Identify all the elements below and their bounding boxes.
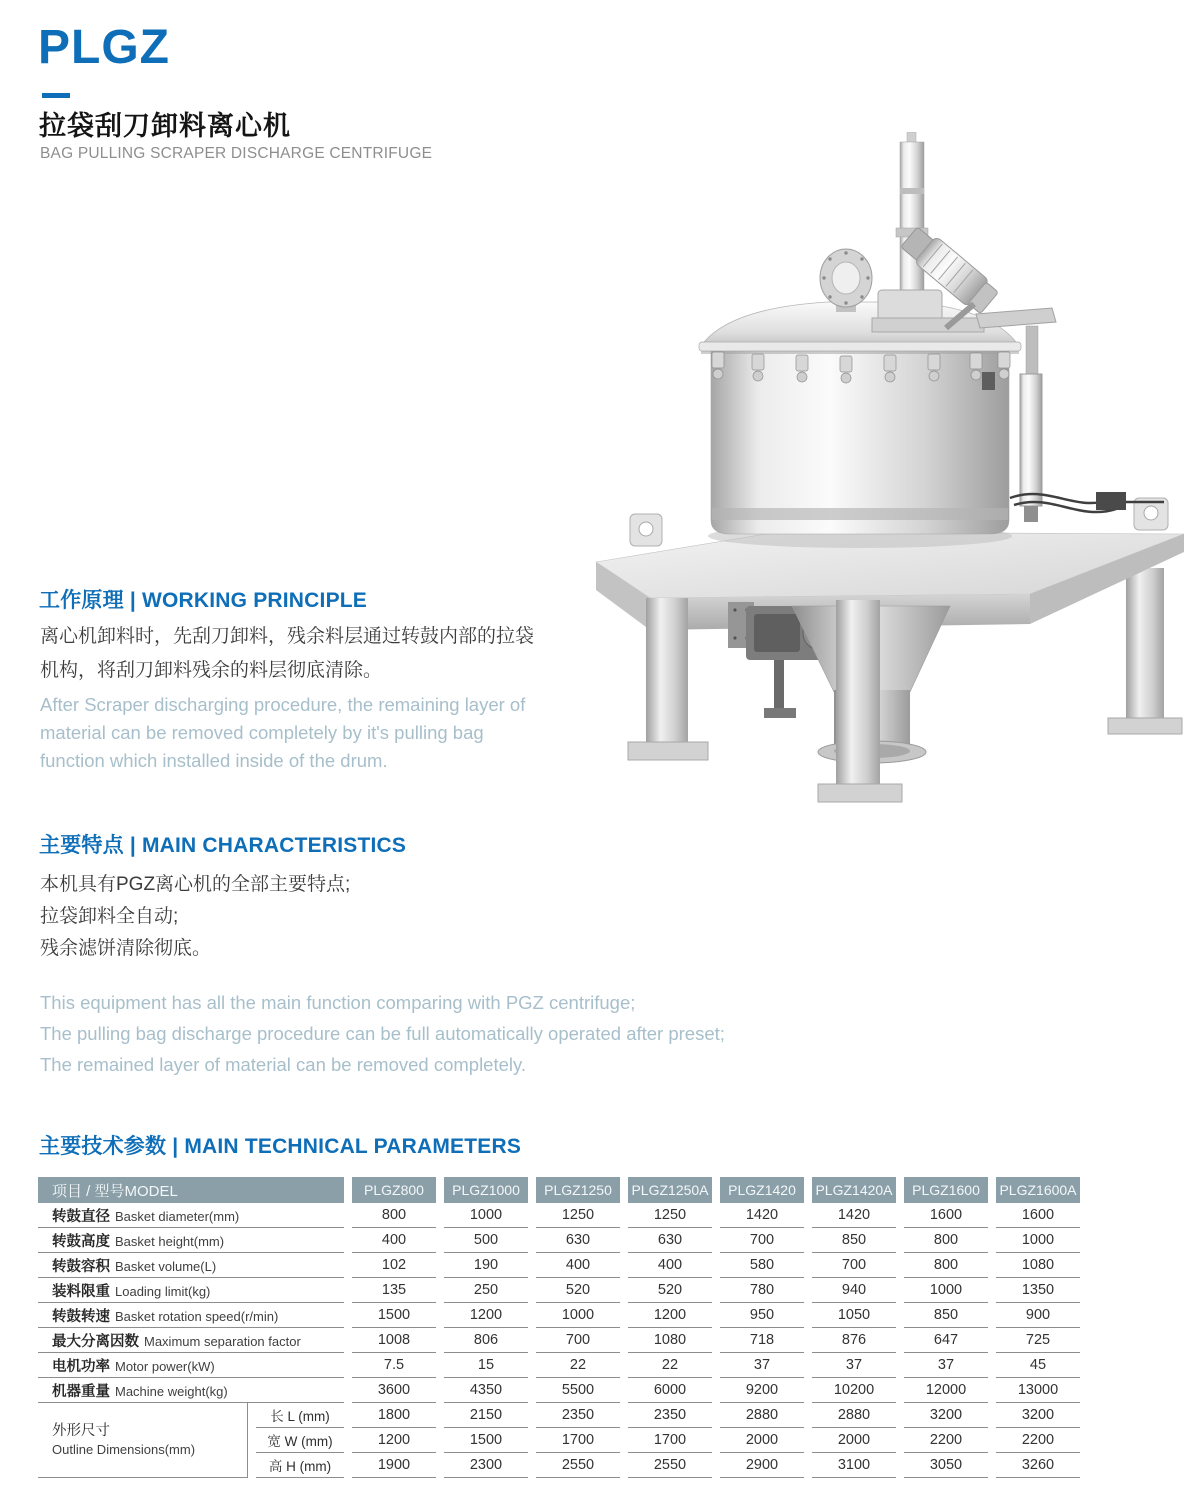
value-cell: 1700 xyxy=(536,1428,620,1453)
row-label xyxy=(38,1353,344,1378)
row-label xyxy=(38,1303,344,1328)
value-cell: 3050 xyxy=(904,1453,988,1478)
value-cell: 1000 xyxy=(904,1278,988,1303)
sub-row-label: 长 L (mm) xyxy=(256,1403,344,1428)
row-label-cn: 转鼓直径 xyxy=(52,1208,110,1225)
table-row xyxy=(38,1328,1080,1353)
value-cell: 950 xyxy=(720,1303,804,1328)
value-cell: 2200 xyxy=(996,1428,1080,1453)
row-label xyxy=(38,1328,344,1353)
model-column-header: PLGZ800 xyxy=(352,1177,436,1203)
row-label-cn: 装料限重 xyxy=(52,1283,110,1300)
value-cell: 647 xyxy=(904,1328,988,1353)
value-cell: 22 xyxy=(628,1353,712,1378)
value-cell: 2550 xyxy=(628,1453,712,1478)
row-label xyxy=(38,1203,344,1228)
row-label-cn: 机器重量 xyxy=(52,1383,110,1400)
value-cell: 1700 xyxy=(628,1428,712,1453)
value-cell: 1800 xyxy=(352,1403,436,1428)
value-cell: 520 xyxy=(628,1278,712,1303)
row-label xyxy=(38,1378,344,1403)
value-cell: 1500 xyxy=(444,1428,528,1453)
row-label-en: Basket rotation speed(r/min) xyxy=(115,1308,279,1324)
value-cell: 400 xyxy=(352,1228,436,1253)
value-cell: 718 xyxy=(720,1328,804,1353)
working-principle-text-cn: 离心机卸料时，先刮刀卸料，残余料层通过转鼓内部的拉袋机构，将刮刀卸料残余的料层彻底清除。 xyxy=(40,626,535,681)
value-cell: 3200 xyxy=(904,1403,988,1428)
value-cell: 800 xyxy=(904,1228,988,1253)
row-label-en: Machine weight(kg) xyxy=(115,1383,228,1399)
table-row xyxy=(38,1228,1080,1253)
value-cell: 1200 xyxy=(352,1428,436,1453)
model-column-header: PLGZ1600 xyxy=(904,1177,988,1203)
row-label xyxy=(38,1253,344,1278)
value-cell: 1250 xyxy=(628,1203,712,1228)
characteristic-item-en: The pulling bag discharge procedure can be full automatically operated after preset; xyxy=(40,1023,725,1044)
value-cell: 630 xyxy=(536,1228,620,1253)
row-label xyxy=(38,1278,344,1303)
value-cell: 250 xyxy=(444,1278,528,1303)
value-cell: 900 xyxy=(996,1303,1080,1328)
value-cell: 630 xyxy=(628,1228,712,1253)
outline-label-cn: 外形尺寸 xyxy=(52,1423,110,1439)
value-cell: 800 xyxy=(904,1253,988,1278)
value-cell: 22 xyxy=(536,1353,620,1378)
table-row xyxy=(38,1353,1080,1378)
value-cell: 2000 xyxy=(720,1428,804,1453)
sub-row-label: 高 H (mm) xyxy=(256,1453,344,1478)
product-title-cn: 拉袋刮刀卸料离心机 xyxy=(39,111,291,141)
sub-row-label: 宽 W (mm) xyxy=(256,1428,344,1453)
model-column-header: PLGZ1420 xyxy=(720,1177,804,1203)
value-cell: 3600 xyxy=(352,1378,436,1403)
value-cell: 850 xyxy=(904,1303,988,1328)
working-principle-text-en: After Scraper discharging procedure, the remaining layer of material can be removed completely by it's pulling bag function which installed inside of the drum. xyxy=(40,694,526,771)
value-cell: 9200 xyxy=(720,1378,804,1403)
value-cell: 3100 xyxy=(812,1453,896,1478)
value-cell: 2150 xyxy=(444,1403,528,1428)
model-column-header: PLGZ1250A xyxy=(628,1177,712,1203)
characteristics-list-cn xyxy=(40,869,350,965)
outline-label-en: Outline Dimensions(mm) xyxy=(52,1442,196,1457)
value-cell: 1600 xyxy=(996,1203,1080,1228)
value-cell: 725 xyxy=(996,1328,1080,1353)
characteristic-item-cn: 残余滤饼清除彻底。 xyxy=(40,938,212,959)
value-cell: 850 xyxy=(812,1228,896,1253)
row-label-cn: 电机功率 xyxy=(52,1358,110,1375)
table-row xyxy=(38,1253,1080,1278)
row-label-en: Maximum separation factor xyxy=(144,1333,301,1349)
value-cell: 37 xyxy=(812,1353,896,1378)
value-cell: 1080 xyxy=(996,1253,1080,1278)
model-column-header: PLGZ1600A xyxy=(996,1177,1080,1203)
parameters-table xyxy=(30,1177,1088,1478)
value-cell: 37 xyxy=(904,1353,988,1378)
value-cell: 102 xyxy=(352,1253,436,1278)
parameters-heading: 主要技术参数 | MAIN TECHNICAL PARAMETERS xyxy=(39,1135,522,1158)
value-cell: 806 xyxy=(444,1328,528,1353)
value-cell: 10200 xyxy=(812,1378,896,1403)
value-cell: 6000 xyxy=(628,1378,712,1403)
value-cell: 500 xyxy=(444,1228,528,1253)
value-cell: 1350 xyxy=(996,1278,1080,1303)
value-cell: 1200 xyxy=(444,1303,528,1328)
value-cell: 1000 xyxy=(996,1228,1080,1253)
model-column-header: PLGZ1420A xyxy=(812,1177,896,1203)
value-cell: 3260 xyxy=(996,1453,1080,1478)
characteristic-item-cn: 拉袋卸料全自动; xyxy=(40,906,179,927)
value-cell: 3200 xyxy=(996,1403,1080,1428)
value-cell: 2880 xyxy=(812,1403,896,1428)
characteristic-item-en: The remained layer of material can be removed completely. xyxy=(40,1054,527,1075)
value-cell: 1420 xyxy=(720,1203,804,1228)
value-cell: 15 xyxy=(444,1353,528,1378)
row-label-en: Basket height(mm) xyxy=(115,1233,225,1249)
value-cell: 700 xyxy=(536,1328,620,1353)
characteristics-list-en xyxy=(40,987,725,1080)
machine-rear-leg xyxy=(1108,568,1182,734)
value-cell: 876 xyxy=(812,1328,896,1353)
accent-dash xyxy=(42,93,70,98)
value-cell: 700 xyxy=(720,1228,804,1253)
value-cell: 135 xyxy=(352,1278,436,1303)
row-label-cn: 转鼓容积 xyxy=(52,1258,110,1275)
value-cell: 2900 xyxy=(720,1453,804,1478)
value-cell: 13000 xyxy=(996,1378,1080,1403)
value-cell: 12000 xyxy=(904,1378,988,1403)
product-photo-centrifuge xyxy=(578,132,1200,844)
value-cell: 2350 xyxy=(536,1403,620,1428)
value-cell: 2000 xyxy=(812,1428,896,1453)
value-cell: 1500 xyxy=(352,1303,436,1328)
model-column-header: PLGZ1250 xyxy=(536,1177,620,1203)
table-header-row xyxy=(38,1177,1080,1203)
value-cell: 2880 xyxy=(720,1403,804,1428)
characteristic-item-en: This equipment has all the main function comparing with PGZ centrifuge; xyxy=(40,992,636,1013)
row-label-en: Basket diameter(mm) xyxy=(115,1208,240,1224)
value-cell: 2350 xyxy=(628,1403,712,1428)
value-cell: 1080 xyxy=(628,1328,712,1353)
value-cell: 4350 xyxy=(444,1378,528,1403)
value-cell: 800 xyxy=(352,1203,436,1228)
table-row xyxy=(38,1278,1080,1303)
working-principle-heading: 工作原理 | WORKING PRINCIPLE xyxy=(39,589,368,612)
value-cell: 5500 xyxy=(536,1378,620,1403)
value-cell: 2200 xyxy=(904,1428,988,1453)
row-label-en: Basket volume(L) xyxy=(115,1258,217,1274)
value-cell: 37 xyxy=(720,1353,804,1378)
value-cell: 1420 xyxy=(812,1203,896,1228)
outline-dimensions-label xyxy=(38,1403,248,1478)
value-cell: 700 xyxy=(812,1253,896,1278)
model-column-header: PLGZ1000 xyxy=(444,1177,528,1203)
value-cell: 400 xyxy=(536,1253,620,1278)
value-cell: 940 xyxy=(812,1278,896,1303)
table-row xyxy=(38,1303,1080,1328)
value-cell: 45 xyxy=(996,1353,1080,1378)
characteristic-item-cn: 本机具有PGZ离心机的全部主要特点; xyxy=(40,874,351,895)
model-header-label: 项目 / 型号MODEL xyxy=(38,1177,344,1203)
value-cell: 520 xyxy=(536,1278,620,1303)
value-cell: 1000 xyxy=(536,1303,620,1328)
row-label-cn: 转鼓转速 xyxy=(52,1308,110,1325)
value-cell: 1250 xyxy=(536,1203,620,1228)
row-label-cn: 最大分离因数 xyxy=(52,1333,139,1350)
row-label-cn: 转鼓高度 xyxy=(52,1233,110,1250)
value-cell: 780 xyxy=(720,1278,804,1303)
value-cell: 400 xyxy=(628,1253,712,1278)
value-cell: 1900 xyxy=(352,1453,436,1478)
brand-title: PLGZ xyxy=(38,21,170,74)
row-label-en: Motor power(kW) xyxy=(115,1358,215,1374)
table-row xyxy=(38,1403,1080,1428)
value-cell: 1050 xyxy=(812,1303,896,1328)
table-row xyxy=(38,1203,1080,1228)
value-cell: 1000 xyxy=(444,1203,528,1228)
value-cell: 1600 xyxy=(904,1203,988,1228)
row-label-en: Loading limit(kg) xyxy=(115,1283,211,1299)
value-cell: 190 xyxy=(444,1253,528,1278)
table-row xyxy=(38,1378,1080,1403)
value-cell: 1008 xyxy=(352,1328,436,1353)
value-cell: 580 xyxy=(720,1253,804,1278)
value-cell: 2300 xyxy=(444,1453,528,1478)
characteristics-heading: 主要特点 | MAIN CHARACTERISTICS xyxy=(39,834,407,857)
row-label xyxy=(38,1228,344,1253)
value-cell: 7.5 xyxy=(352,1353,436,1378)
value-cell: 1200 xyxy=(628,1303,712,1328)
value-cell: 2550 xyxy=(536,1453,620,1478)
product-title-en: BAG PULLING SCRAPER DISCHARGE CENTRIFUGE xyxy=(40,145,433,162)
